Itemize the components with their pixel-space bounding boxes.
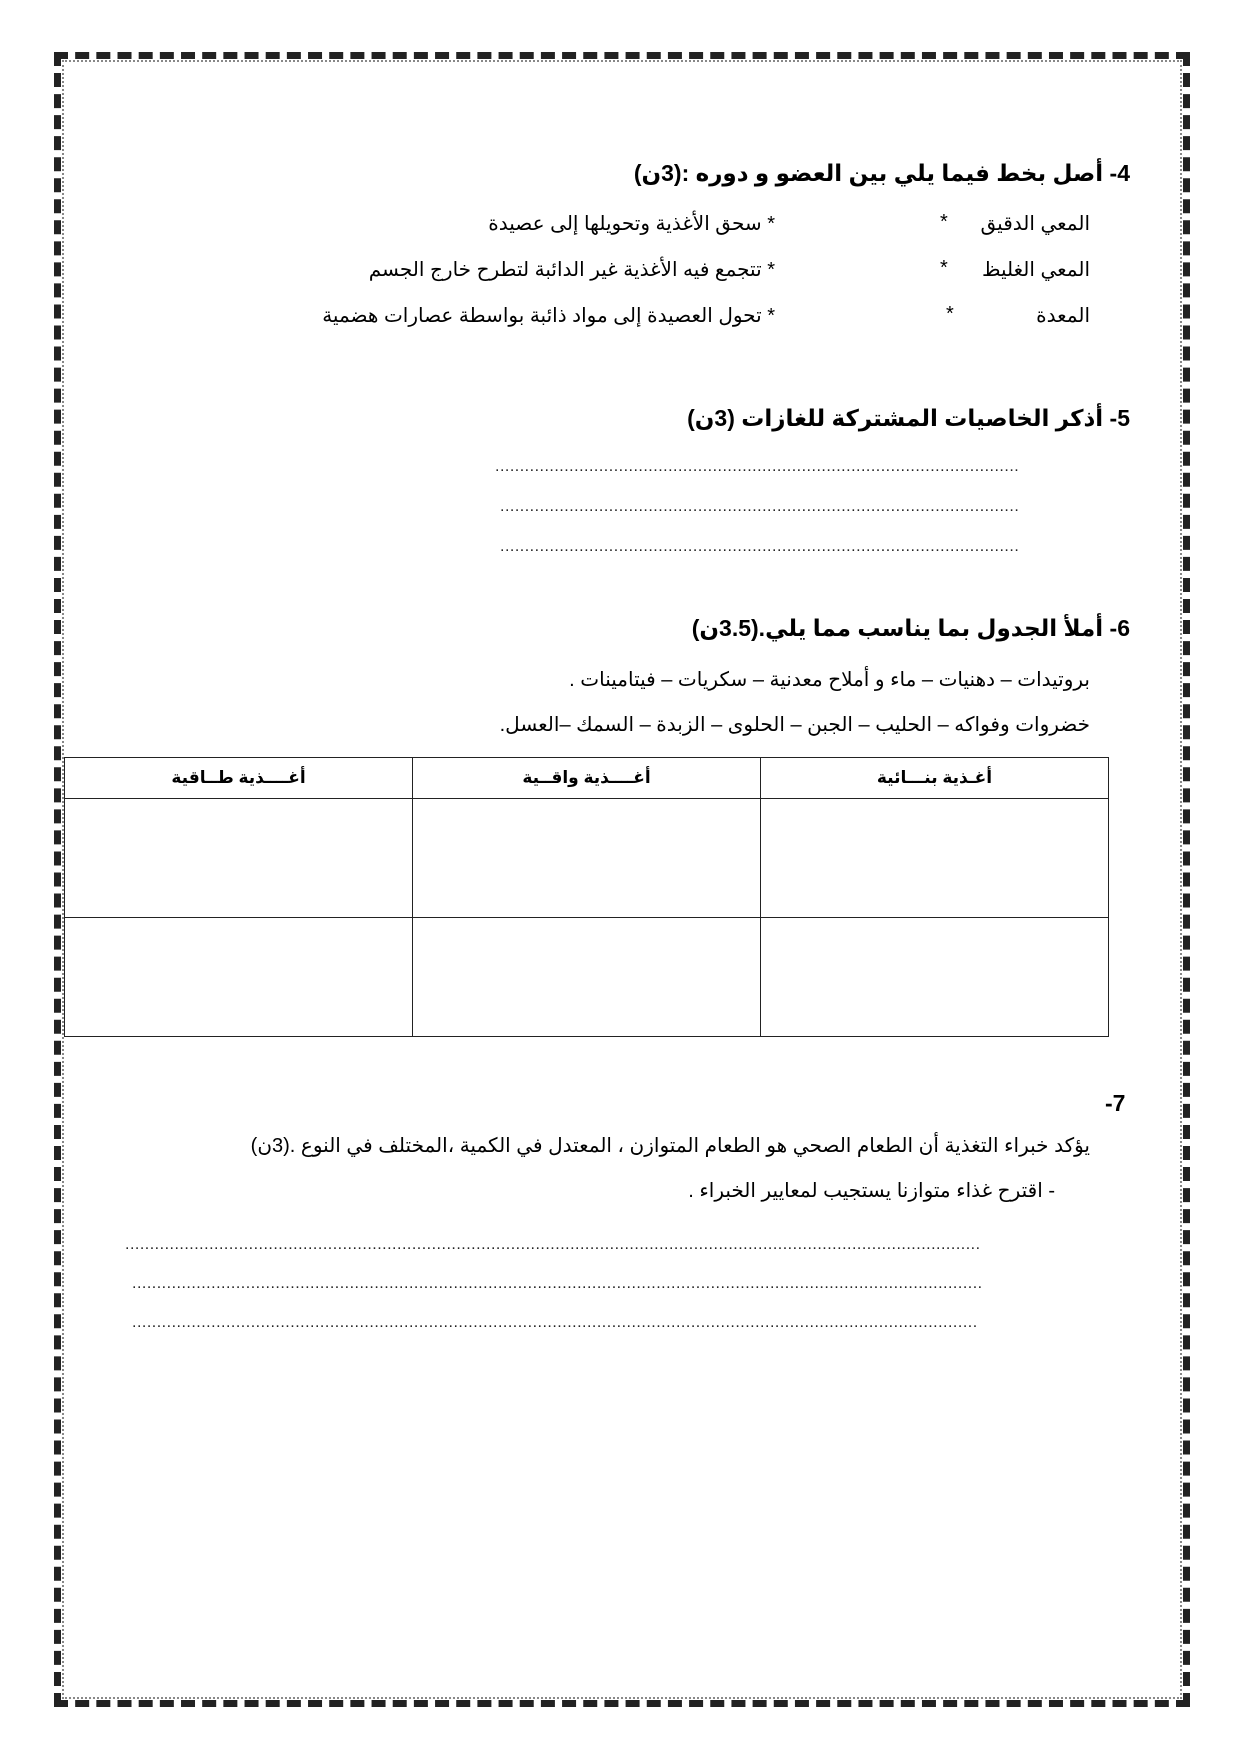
- q7-task: - اقترح غذاء متوازنا يستجيب لمعايير الخبراء .: [688, 1180, 1055, 1202]
- q5-answer-line-2[interactable]: .........................................................................................................: [500, 498, 1020, 515]
- header-building-foods: أغـذية بنـــائية: [761, 758, 1109, 799]
- q4-title: 4- أصل بخط فيما يلي بين العضو و دوره :(3ن): [633, 160, 1130, 186]
- q5-answer-line-3[interactable]: .........................................................................................................: [500, 538, 1020, 555]
- cell-building-row1[interactable]: [761, 799, 1109, 918]
- q6-foods-line: خضروات وفواكه – الحليب – الجبن – الحلوى – الزبدة – السمك –العسل.: [499, 714, 1090, 736]
- cell-building-row2[interactable]: [761, 918, 1109, 1037]
- q4-organ-1: المعي الدقيق: [980, 213, 1090, 235]
- q4-mark-1[interactable]: *: [940, 211, 948, 233]
- cell-energy-row1[interactable]: [65, 799, 413, 918]
- q4-mark-2[interactable]: *: [940, 257, 948, 279]
- cell-protective-row2[interactable]: [413, 918, 761, 1037]
- q4-mark-3[interactable]: *: [946, 303, 954, 325]
- cell-protective-row1[interactable]: [413, 799, 761, 918]
- header-protective-foods: أغــــذية واقــية: [413, 758, 761, 799]
- q4-organ-3: المعدة: [1036, 305, 1090, 327]
- q4-role-1: * سحق الأغذية وتحويلها إلى عصيدة: [488, 213, 775, 235]
- q4-organ-2: المعي الغليظ: [981, 259, 1090, 281]
- q7-answer-line-1[interactable]: .............................................................................................................................................................................: [125, 1236, 981, 1253]
- cell-energy-row2[interactable]: [65, 918, 413, 1037]
- q7-number: -7: [1105, 1090, 1126, 1116]
- q5-title: 5- أذكر الخاصيات المشتركة للغازات (3ن): [687, 405, 1130, 431]
- q7-answer-line-3[interactable]: ...........................................................................................................................................................................: [132, 1314, 978, 1331]
- header-energy-foods: أغــــذية طــاقية: [65, 758, 413, 799]
- q4-role-3: * تحول العصيدة إلى مواد ذائبة بواسطة عصارات هضمية: [322, 305, 775, 327]
- q6-title: 6- أملأ الجدول بما يناسب مما يلي.(3.5ن): [691, 615, 1130, 641]
- q4-role-2: * تتجمع فيه الأغذية غير الدائبة لتطرح خارج الجسم: [368, 259, 775, 281]
- food-classification-table: [64, 757, 1109, 1037]
- q6-nutrients-line: بروتيدات – دهنيات – ماء و أملاح معدنية – سكريات – فيتامينات .: [569, 669, 1090, 691]
- q7-answer-line-2[interactable]: ............................................................................................................................................................................: [132, 1275, 983, 1292]
- q5-answer-line-1[interactable]: ..........................................................................................................: [495, 458, 1020, 475]
- q7-statement: يؤكد خبراء التغذية أن الطعام الصحي هو الطعام المتوازن ، المعتدل في الكمية ،المختلف في النوع .(3ن): [250, 1135, 1090, 1157]
